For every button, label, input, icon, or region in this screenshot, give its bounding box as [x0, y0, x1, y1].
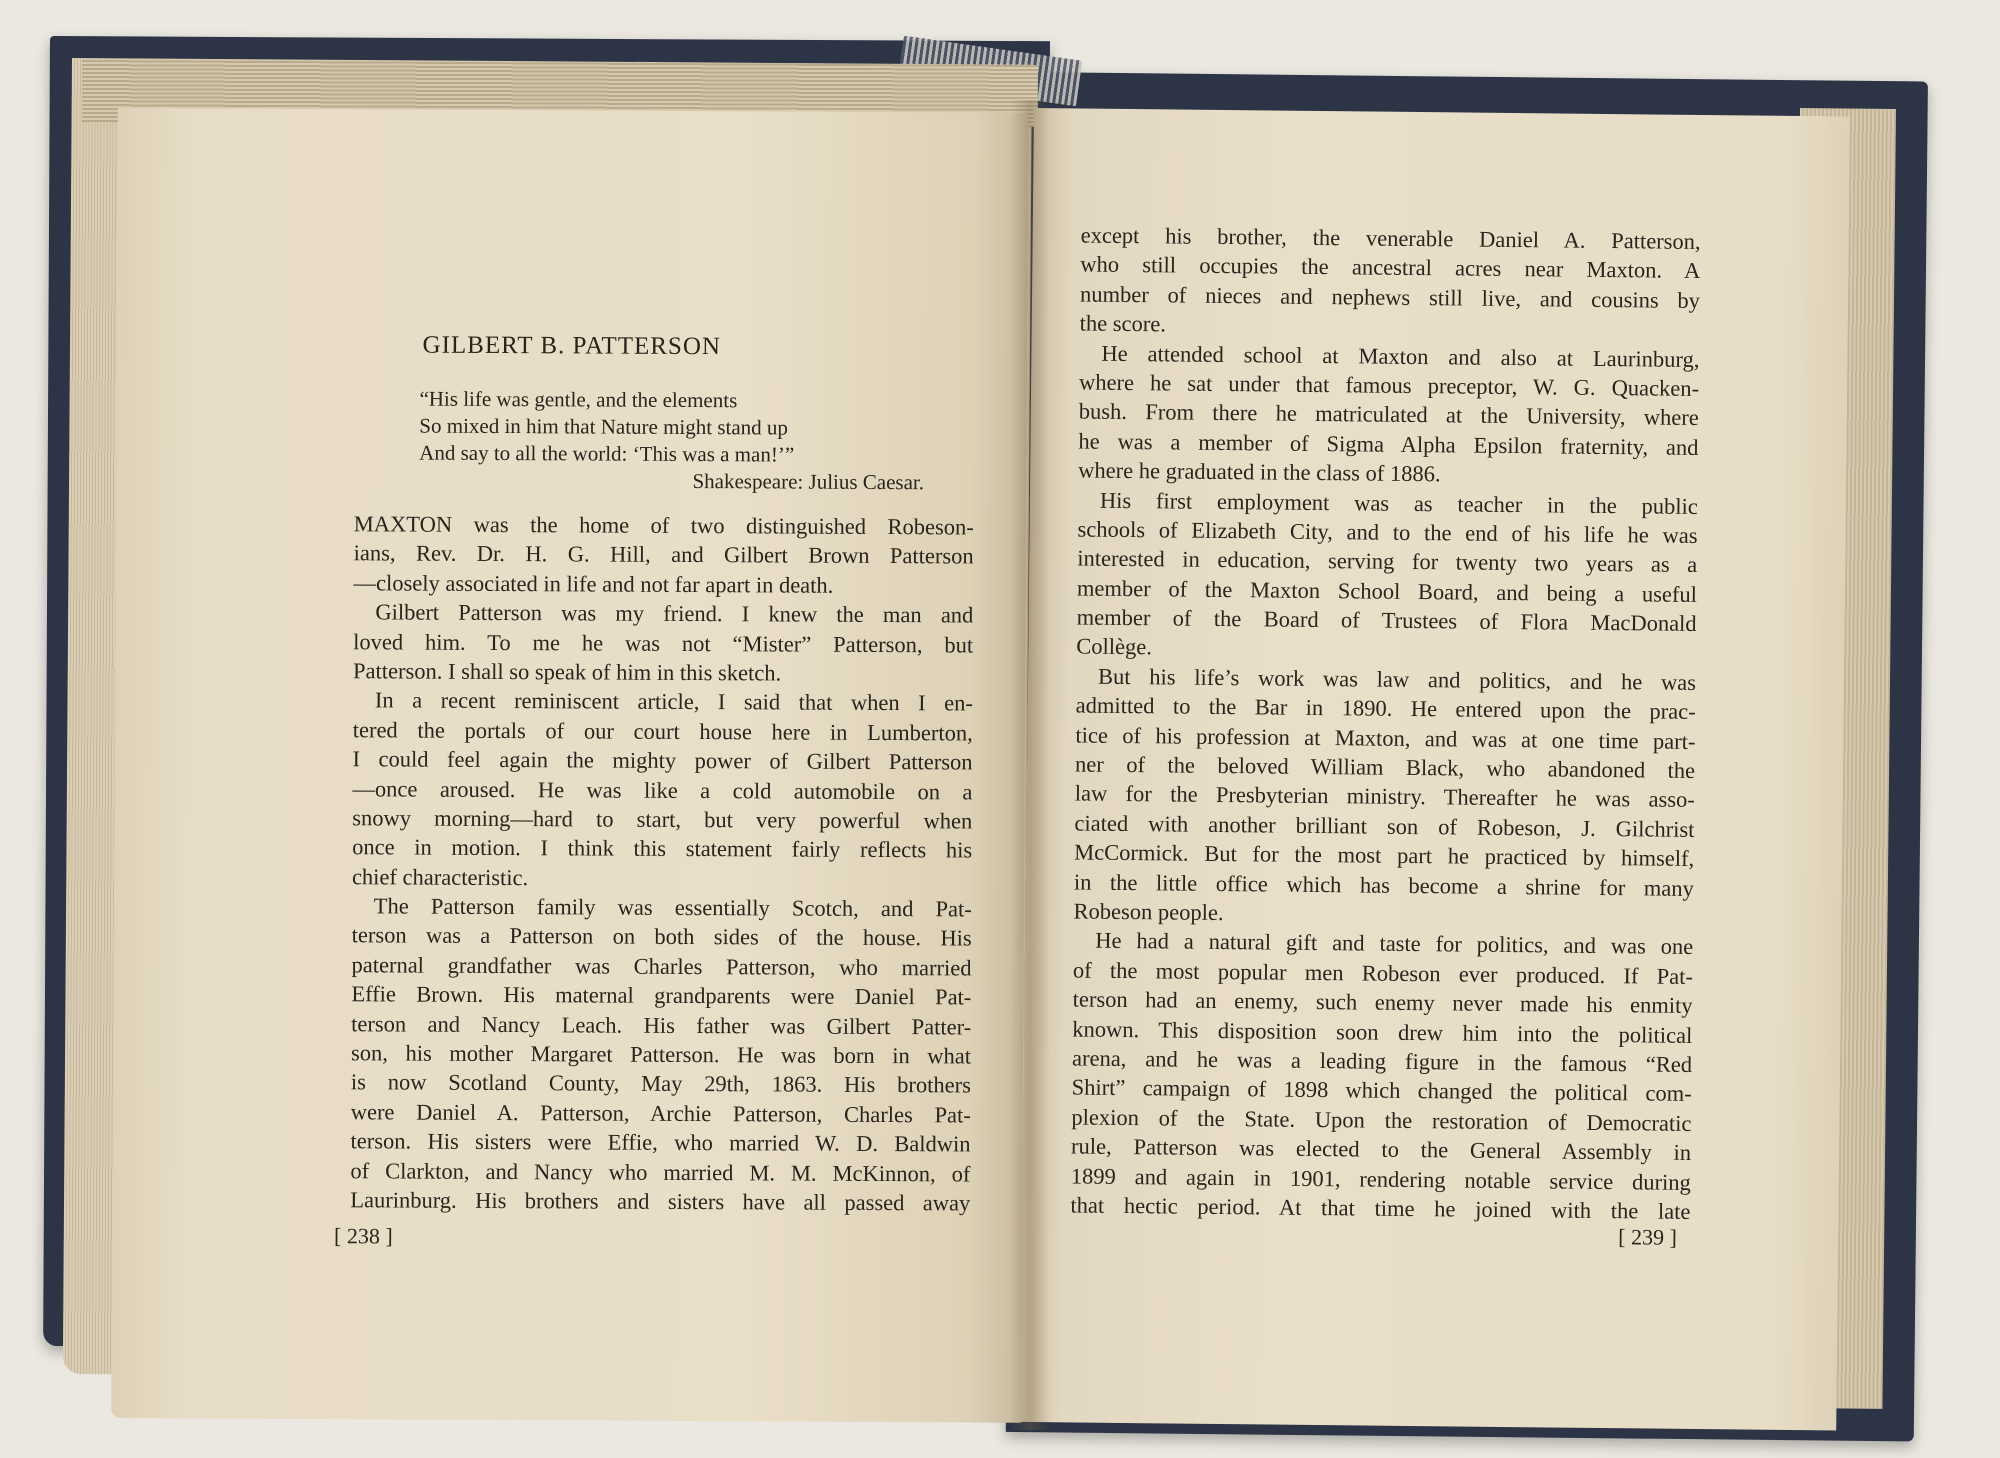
text-line: schools of Elizabeth City, and to the end of his life he was [1077, 516, 1698, 548]
text-line: Patterson. I shall so speak of him in this sketch. [352, 658, 782, 686]
text-line: the score. [1079, 310, 1167, 337]
text-line: chief characteristic. [351, 863, 529, 890]
text-line: —once aroused. He was like a cold automobile on a [352, 775, 973, 804]
text-line: once in motion. I think this statement fairly reflects his [352, 834, 973, 863]
text-line: 1899 and again in 1901, rendering notable service during [1070, 1162, 1691, 1195]
page-number: [ 239 ] [1618, 1224, 1677, 1250]
text-line: he was a member of Sigma Alpha Epsilon fraternity, and [1078, 428, 1699, 460]
text-line: member of the Maxton School Board, and being a useful [1076, 575, 1698, 607]
text-line: admitted to the Bar in 1890. He entered upon the prac- [1075, 692, 1696, 725]
text-line: that hectic period. At that time he joined with the late [1070, 1192, 1691, 1224]
epigraph [419, 386, 925, 497]
text-line: He attended school at Maxton and also at Laurinburg, [1101, 340, 1700, 372]
text-line: McCormick. But for the most part he practiced by himself, [1074, 839, 1695, 872]
text-line: Laurinburg. His brothers and sisters have all passed away [350, 1187, 971, 1216]
text-line: paternal grandfather was Charles Patterson, who married [351, 952, 972, 981]
text-line: ians, Rev. Dr. H. G. Hill, and Gilbert Brown Patterson [353, 540, 974, 569]
text-line: where he sat under that famous preceptor, W. G. Quacken- [1079, 369, 1700, 401]
text-line: Effie Brown. His maternal grandparents were Daniel Pat- [351, 981, 972, 1010]
text-line: is now Scotland County, May 29th, 1863. His brothers [350, 1069, 971, 1098]
text-line: I could feel again the mighty power of Gilbert Patterson [352, 746, 973, 775]
left-page-body [350, 509, 974, 1218]
text-line: interested in education, serving for twenty two years as a [1077, 545, 1698, 578]
text-line: bush. From there he matriculated at the University, where [1078, 398, 1699, 431]
epigraph-line: “His life was gentle, and the elements [419, 386, 738, 413]
text-line: He had a natural gift and taste for politics, and was one [1095, 928, 1694, 960]
text-line: rule, Patterson was elected to the General Assembly in [1071, 1133, 1692, 1166]
epigraph-line: And say to all the world: ‘This was a man!’” [419, 440, 795, 467]
text-line: known. This disposition soon drew him into the political [1072, 1015, 1693, 1048]
text-line: terson was a Patterson on both sides of the house. His [351, 922, 972, 951]
text-line: loved him. To me he was not “Mister” Patterson, but [353, 628, 974, 658]
text-line: except his brother, the venerable Daniel A. Patterson, [1080, 222, 1701, 254]
epigraph-attribution: Shakespeare: Julius Caesar. [692, 469, 925, 495]
text-line: terson had an enemy, such enemy never made his enmity [1072, 986, 1693, 1019]
text-line: of Clarkton, and Nancy who married M. M. McKinnon, of [350, 1157, 971, 1187]
text-line: terson and Nancy Leach. His father was Gilbert Patter- [351, 1010, 972, 1040]
text-line: Shirt” campaign of 1898 which changed the political com- [1071, 1074, 1692, 1107]
text-line: arena, and he was a leading figure in the famous “Red [1071, 1045, 1693, 1077]
text-line: plexion of the State. Upon the restoration of Democratic [1071, 1104, 1692, 1136]
text-line: were Daniel A. Patterson, Archie Patterson, Charles Pat- [350, 1099, 971, 1128]
text-line: number of nieces and nephews still live, and cousins by [1079, 281, 1701, 313]
page-number: [ 238 ] [334, 1223, 393, 1249]
text-line: where he graduated in the class of 1886. [1078, 457, 1441, 487]
gutter-shadow [1010, 100, 1050, 1430]
text-line: in the little office which has become a shrine for many [1073, 869, 1694, 901]
text-line: tice of his profession at Maxton, and was at one time part- [1075, 722, 1696, 754]
text-line: son, his mother Margaret Patterson. He was born in what [350, 1040, 972, 1069]
text-line: MAXTON was the home of two distinguished Robeson- [353, 511, 974, 540]
epigraph-line: So mixed in him that Nature might stand up [419, 413, 789, 440]
right-page-body [1070, 220, 1700, 1226]
left-page [111, 108, 1028, 1423]
text-line: But his life’s work was law and politics, and he was [1097, 663, 1697, 695]
text-line: In a recent reminiscent article, I said that when I en- [374, 687, 973, 716]
text-line: Gilbert Patterson was my friend. I knew the man and [375, 599, 974, 628]
right-page [1020, 108, 1850, 1430]
text-line: who still occupies the ancestral acres near Maxton. A [1080, 251, 1701, 284]
text-line: terson. His sisters were Effie, who married W. D. Baldwin [350, 1128, 971, 1157]
text-line: His first employment was as teacher in the public [1099, 487, 1698, 519]
text-line: Collège. [1076, 633, 1153, 660]
text-line: The Patterson family was essentially Scotch, and Pat- [373, 893, 972, 922]
text-line: law for the Presbyterian ministry. Thereafter he was asso- [1074, 780, 1695, 813]
text-line: —closely associated in life and not far apart in death. [353, 570, 834, 598]
text-line: tered the portals of our court house here in Lumberton, [352, 716, 973, 746]
text-line: Robeson people. [1073, 898, 1224, 926]
text-line: member of the Board of Trustees of Flora MacDonald [1076, 604, 1697, 637]
text-line: snowy morning—hard to start, but very powerful when [352, 805, 973, 834]
text-line: of the most popular men Robeson ever produced. If Pat- [1072, 957, 1694, 989]
text-line: ner of the beloved William Black, who abandoned the [1075, 751, 1696, 783]
text-line: ciated with another brilliant son of Robeson, J. Gilchrist [1074, 810, 1695, 842]
chapter-title: GILBERT B. PATTERSON [422, 331, 722, 361]
